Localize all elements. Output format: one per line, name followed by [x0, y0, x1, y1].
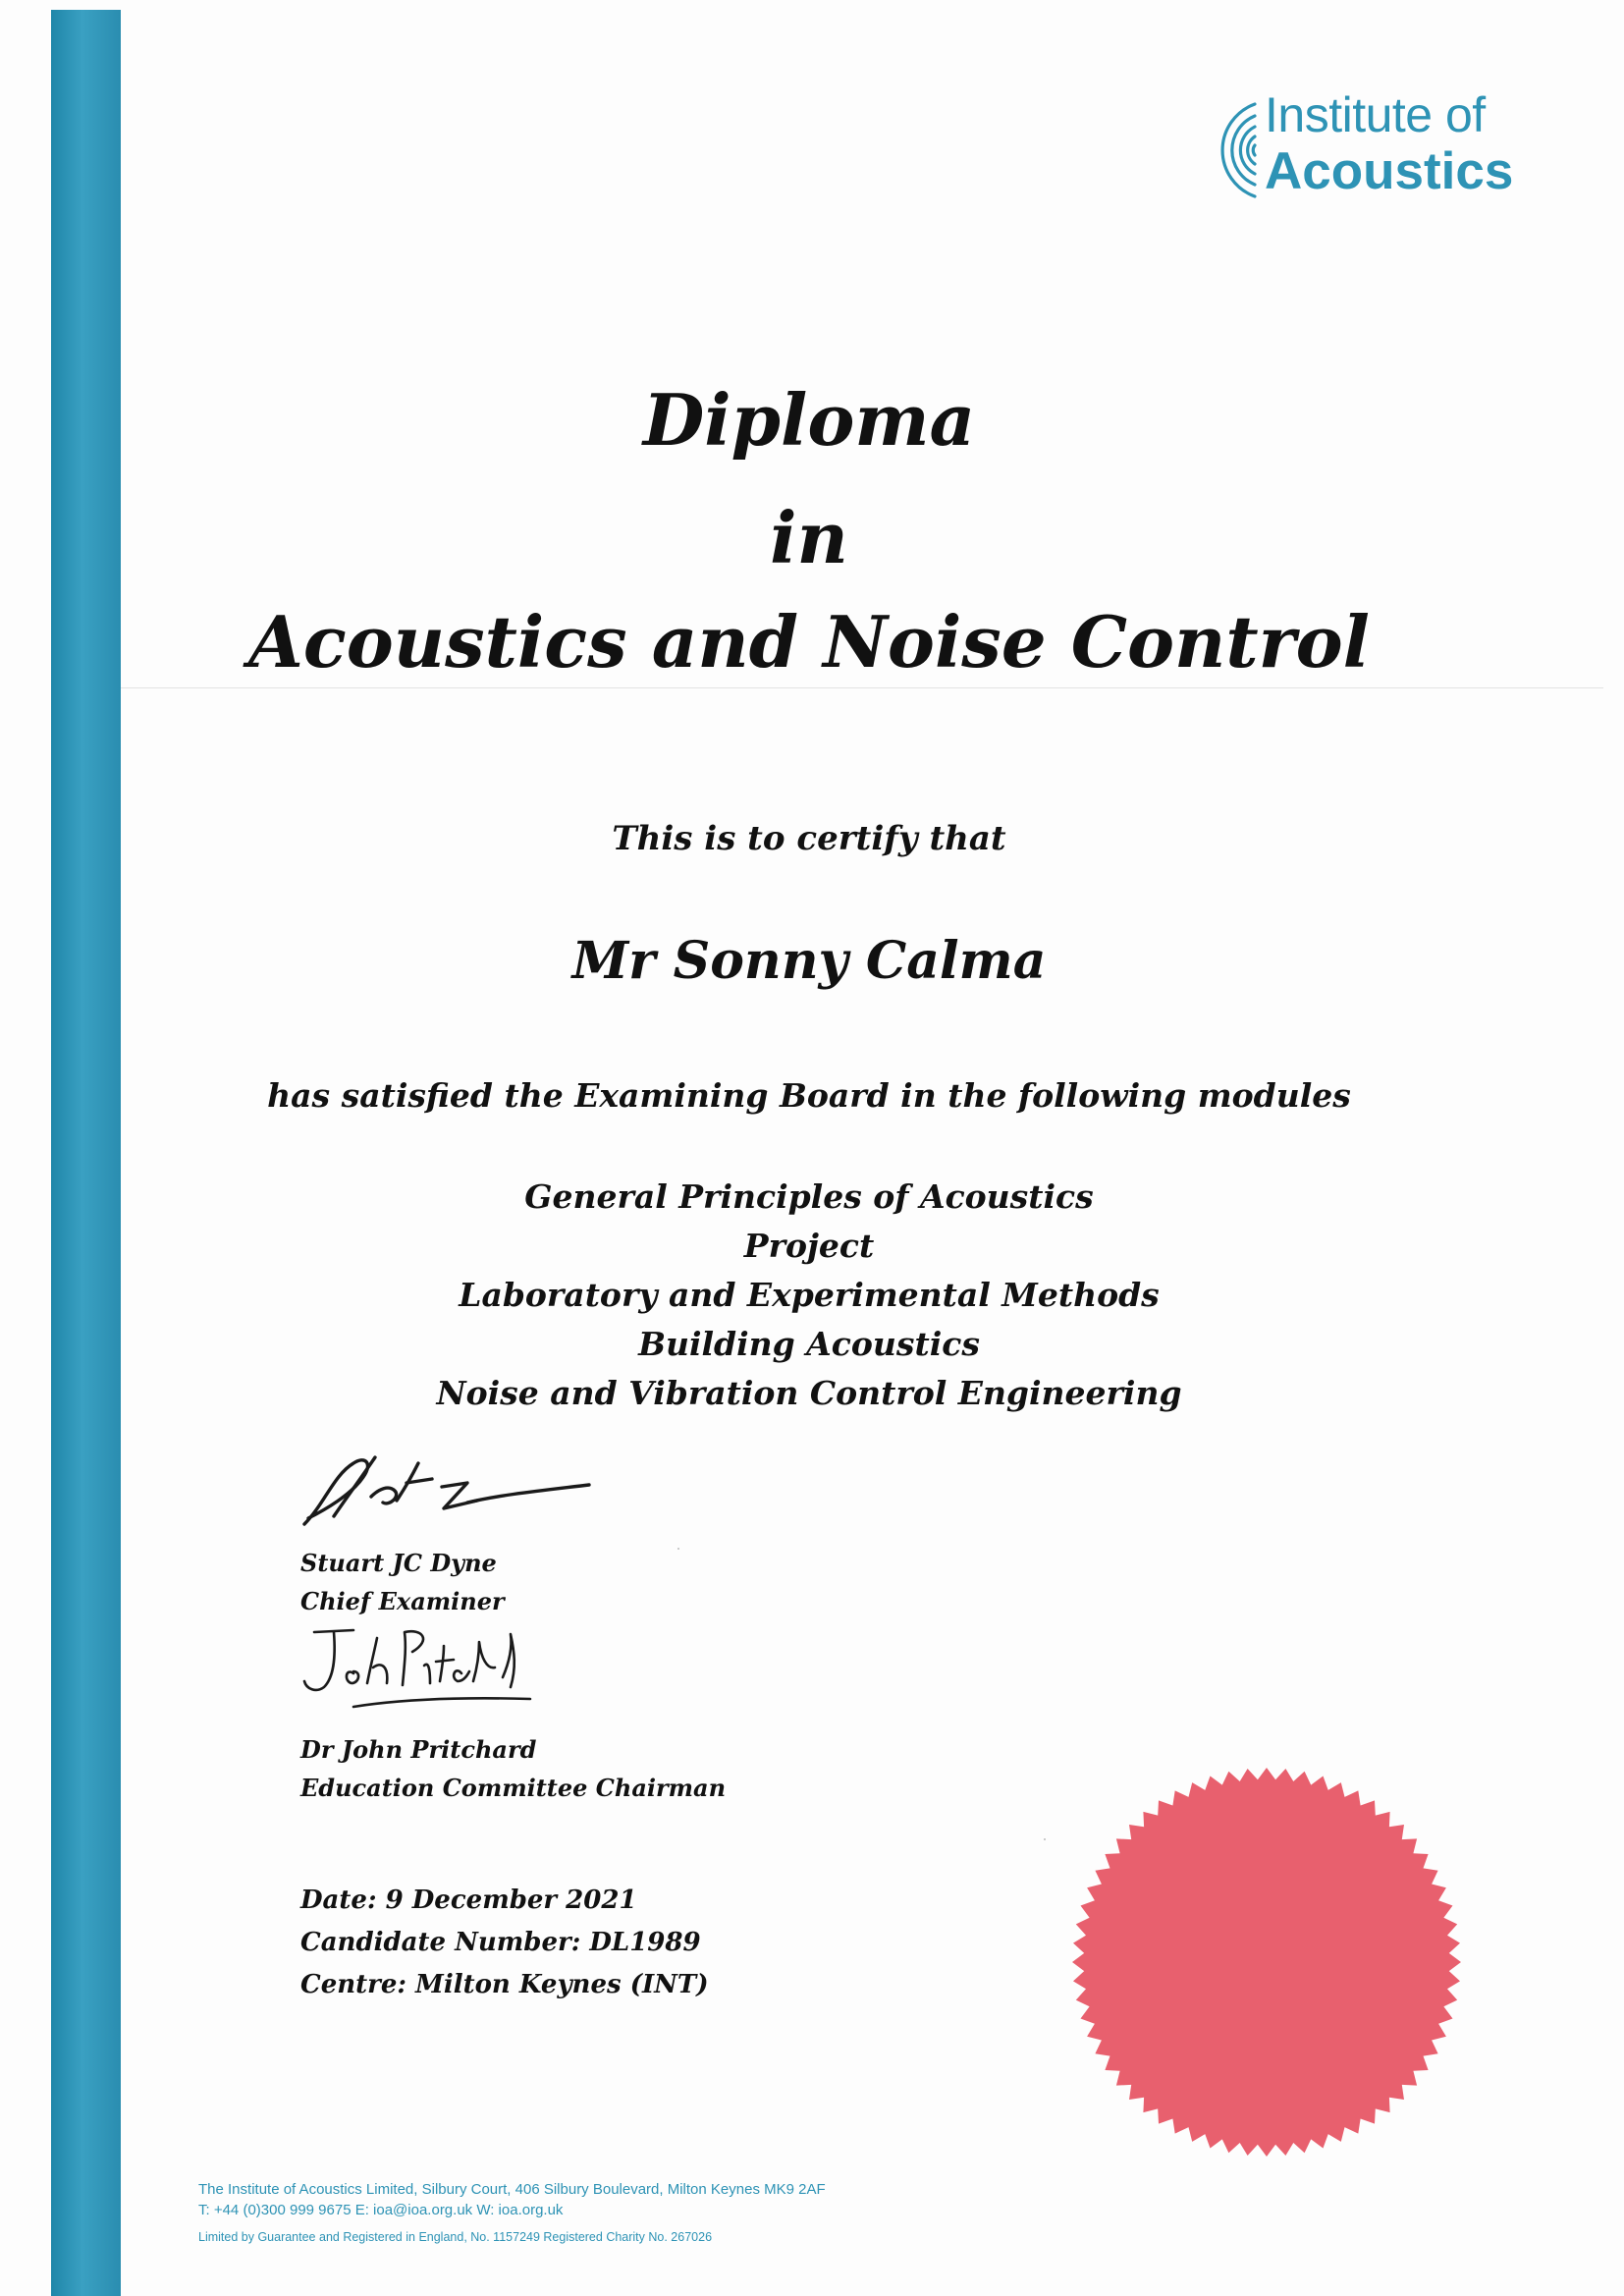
module-item: Project [743, 1227, 875, 1265]
logo-text-line1: Institute of [1265, 87, 1486, 142]
module-item: Noise and Vibration Control Engineering [436, 1374, 1182, 1412]
certificate-details [300, 1880, 709, 2006]
module-item: General Principles of Acoustics [524, 1177, 1094, 1216]
footer [198, 2182, 826, 2244]
red-seal [1070, 1766, 1463, 2159]
award-date: Date: 9 December 2021 [300, 1886, 637, 1915]
module-list [121, 1173, 1497, 1418]
certify-statement: This is to certify that [612, 819, 1006, 858]
signatory-name: Dr John Pritchard [300, 1735, 537, 1764]
logo-text-line2: Acoustics [1265, 142, 1514, 200]
footer-registration: Limited by Guarantee and Registered in England, No. 1157249 Registered Charity No. 267026 [198, 2230, 713, 2244]
signatory-role: Education Committee Chairman [300, 1774, 727, 1802]
footer-address: The Institute of Acoustics Limited, Silbury Court, 406 Silbury Boulevard, Milton Keynes MK9 2AF [198, 2181, 826, 2198]
exam-centre: Centre: Milton Keynes (INT) [300, 1970, 709, 1999]
signatory-name: Stuart JC Dyne [300, 1549, 497, 1577]
chief-examiner-signature [295, 1446, 609, 1536]
recipient-name: Mr Sonny Calma [571, 931, 1047, 991]
fold-line [121, 687, 1603, 688]
diploma-subject: Acoustics and Noise Control [248, 600, 1370, 683]
chief-examiner-block [300, 1544, 505, 1620]
committee-chairman-block [300, 1730, 726, 1807]
sound-wave-icon [1196, 96, 1261, 204]
scan-speck [1044, 1838, 1046, 1840]
institute-logo [1196, 87, 1530, 208]
committee-chairman-signature [295, 1618, 550, 1721]
side-color-band [51, 10, 121, 2296]
module-item: Building Acoustics [638, 1325, 980, 1363]
signatory-role: Chief Examiner [300, 1587, 505, 1615]
candidate-number: Candidate Number: DL1989 [300, 1928, 701, 1957]
footer-contact: T: +44 (0)300 999 9675 E: ioa@ioa.org.uk W: ioa.org.uk [198, 2202, 564, 2218]
diploma-title: Diploma [642, 378, 976, 462]
scan-speck [677, 1548, 679, 1550]
satisfied-statement: has satisfied the Examining Board in the following modules [267, 1076, 1351, 1115]
diploma-title-connector: in [770, 496, 848, 579]
module-item: Laboratory and Experimental Methods [459, 1276, 1160, 1314]
